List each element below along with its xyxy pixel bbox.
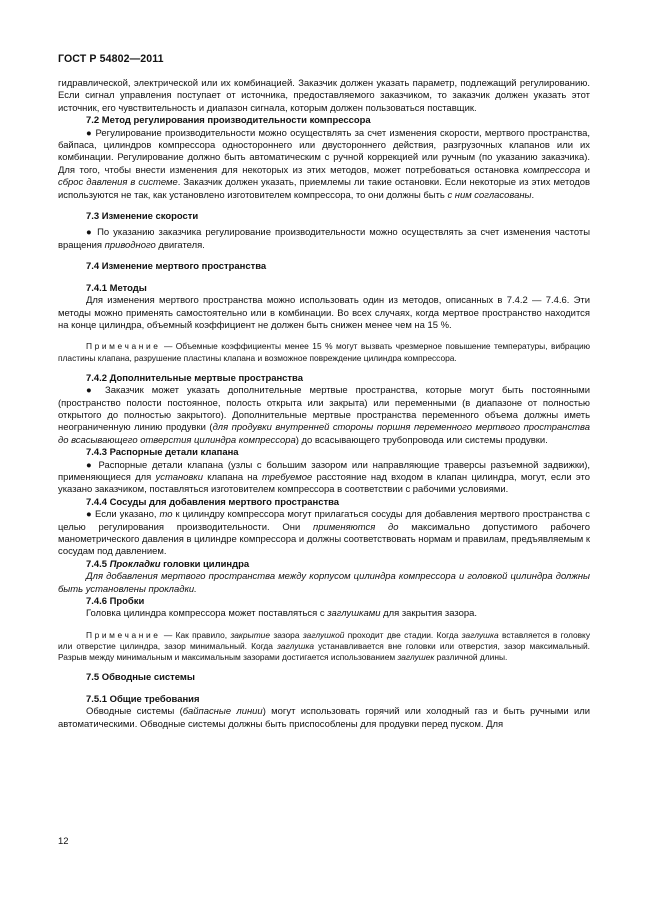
- heading-7-4-3: 7.4.3 Распорные детали клапана: [86, 447, 239, 459]
- paragraph-7-4-2: ● Заказчик может указать дополнительные мертвые пространства, которые могут быть постоянными (пространство полости постоянное, полость открыта или закрыта) или переменными (в диапазоне от полностью открытого до полностью закрытого). Дополнительные мертвые пространства переменного объема должны иметь неограниченную линию продувки (для продувки внутренней стороны поршня переменного мертвого пространства до всасывающего отверстия цилиндра компрессора) до всасывающего трубопровода или системы продувки.: [58, 385, 590, 446]
- heading-7-4-5: 7.4.5 Прокладки головки цилиндра: [86, 558, 250, 570]
- paragraph-7-5-1: Обводные системы (байпасные линии) могут использовать горячий или холодный газ и быть ручными или автоматическими. Обводные системы должны быть приспособлены для продувки перед пуском. Для: [58, 706, 590, 730]
- page-number: 12: [58, 836, 69, 847]
- heading-7-4-2: 7.4.2 Дополнительные мертвые пространства: [86, 372, 303, 384]
- paragraph-continuation: гидравлической, электрической или их комбинацией. Заказчик должен указать параметр, подлежащий регулированию. Если сигнал управления поступает от источника, предоставляемого заказчиком, то заказчик должен указать этот источник, его чувствительность и диапазон сигнала, которым должен пользоваться поставщик.: [58, 78, 590, 114]
- heading-7-5-1: 7.5.1 Общие требования: [86, 693, 200, 705]
- heading-7-4-1: 7.4.1 Методы: [86, 282, 147, 294]
- note-2: Примечание — Как правило, закрытие зазора заглушкой проходит две стадии. Когда заглушка вставляется в головку или отверстие цилиндра, зазор минимальный. Когда заглушка устанавливается вне головки или отверстия, зазор максимальный. Разрыв между минимальным и максимальным зазорами достигается использованием заглушек различной длины.: [58, 629, 591, 663]
- paragraph-7-4-5: Для добавления мертвого пространства между корпусом цилиндра компрессора и головкой цилиндра должны быть установлены прокладки.: [58, 571, 590, 595]
- document-header: ГОСТ Р 54802—2011: [58, 53, 164, 65]
- paragraph-7-2: ● Регулирование производительности можно осуществлять за счет изменения скорости, мертвого пространства, байпаса, цилиндров компрессора одностороннего или двустороннего действия, разгрузочных клапанов или их комбинации. Регулирование должно быть автоматическим с ручной коррекцией или ручным (по указанию заказчика). Для того, чтобы внести изменения для некоторых из этих методов, может потребоваться остановка компрессора и сброс давления в системе. Заказчик должен указать, приемлемы ли такие остановки. Если некоторые из этих методов используются не так, как установлено изготовителем компрессора, то они должны быть с ним согласованы.: [58, 127, 590, 201]
- heading-7-4: 7.4 Изменение мертвого пространства: [86, 261, 267, 273]
- paragraph-7-4-1: Для изменения мертвого пространства можно использовать один из методов, описанных в 7.4.2 — 7.4.6. Эти методы можно применять самостоятельно или в комбинации. Во всех случаях, когда мертвое пространство находится на конце цилиндра, объемный коэффициент не должен быть снижен менее чем на 15 %.: [58, 295, 590, 331]
- paragraph-7-4-6: Головка цилиндра компрессора может поставляться с заглушками для закрытия зазора.: [86, 608, 477, 620]
- heading-7-4-4: 7.4.4 Сосуды для добавления мертвого пространства: [86, 496, 339, 508]
- heading-7-4-6: 7.4.6 Пробки: [86, 596, 145, 608]
- heading-7-3: 7.3 Изменение скорости: [86, 211, 199, 223]
- heading-7-2: 7.2 Метод регулирования производительности компрессора: [86, 115, 371, 127]
- note-1: Примечание — Объемные коэффициенты менее 15 % могут вызвать чрезмерное повышение температуры, вибрацию пластины клапана, разрушение пластины клапана и возможное повреждение цилиндра компрессора.: [58, 341, 590, 363]
- heading-7-5: 7.5 Обводные системы: [86, 672, 195, 684]
- paragraph-7-3: ● По указанию заказчика регулирование производительности можно осуществлять за счет изменения частоты вращения приводного двигателя.: [58, 227, 590, 251]
- paragraph-7-4-3: ● Распорные детали клапана (узлы с большим зазором или направляющие траверсы разъемной задвижки), применяющиеся для установки клапана на требуемое расстояние над входом в клапан цилиндра, могут, если это указано заказчиком, поставляться изготовителем компрессора в соответствии с рабочими условиями.: [58, 459, 590, 496]
- paragraph-7-4-4: ● Если указано, то к цилиндру компрессора могут прилагаться сосуды для добавления мертвого пространства с целью регулирования производительности. Они применяются до максимально допустимого рабочего манометрического давления в цилиндре компрессора и должны соответствовать нормам и правилам, предъявляемым к сосудам под давлением.: [58, 509, 591, 558]
- page-body: [58, 78, 590, 731]
